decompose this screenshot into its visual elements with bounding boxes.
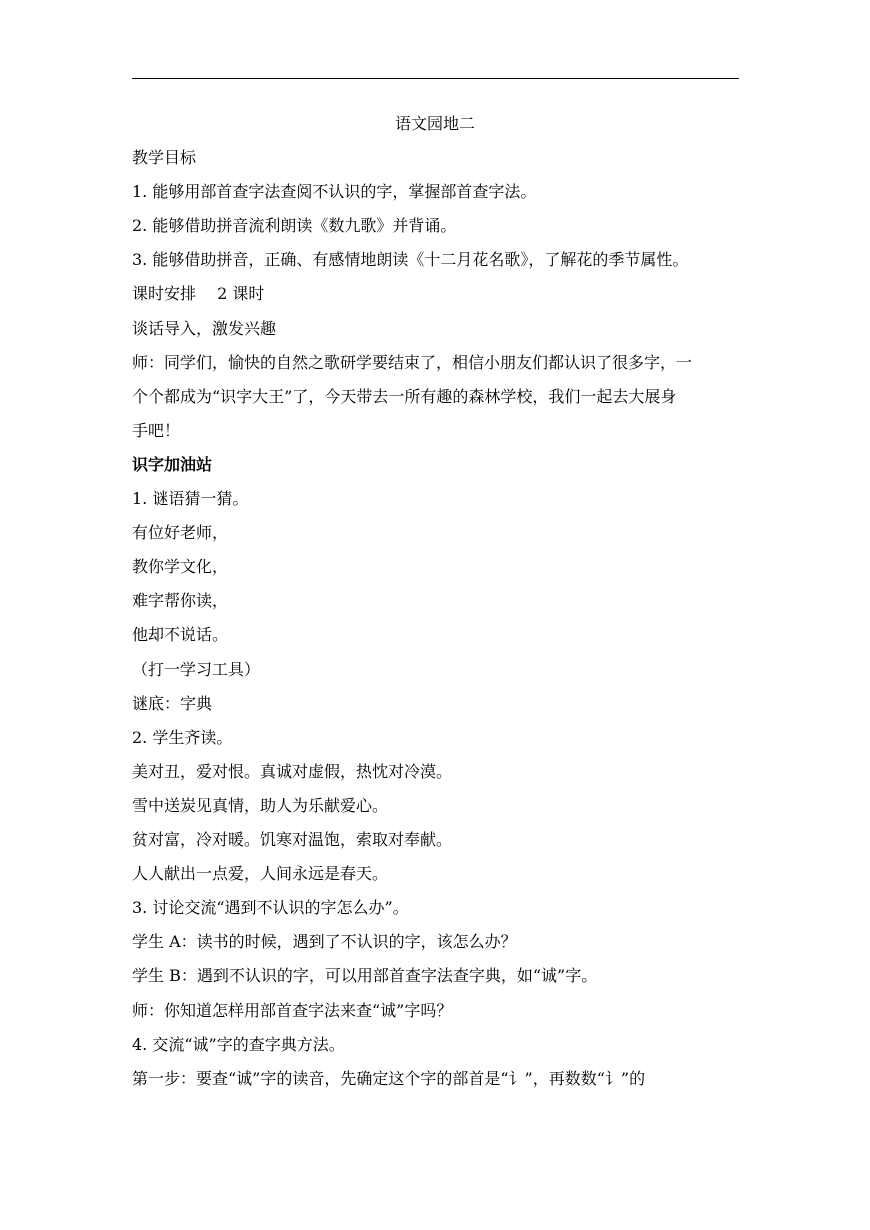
header-rule — [132, 78, 739, 79]
text-line: （打一学习工具） — [132, 659, 261, 679]
text-line: 美对丑，爱对恨。真诚对虚假，热忱对冷漠。 — [132, 761, 453, 781]
text-line: 难字帮你读， — [132, 591, 229, 611]
text-line: 学生 B：遇到不认识的字，可以用部首查字法查字典，如“诚”字。 — [132, 966, 598, 986]
text-line: 谈话导入，激发兴趣 — [132, 318, 277, 338]
text-line: 4. 交流“诚”字的查字典方法。 — [132, 1034, 345, 1054]
text-line: 雪中送炭见真情，助人为乐献爱心。 — [132, 795, 389, 815]
text-line: 1. 能够用部首查字法查阅不认识的字，掌握部首查字法。 — [132, 182, 537, 202]
text-line: 有位好老师， — [132, 523, 229, 543]
text-line: 教学目标 — [132, 148, 197, 167]
text-line: 他却不说话。 — [132, 625, 229, 645]
text-line: 手吧！ — [132, 420, 181, 440]
text-line: 2. 学生齐读。 — [132, 727, 233, 747]
document-title: 语文园地二 — [394, 114, 475, 133]
text-line: 贫对富，冷对暖。饥寒对温饱，索取对奉献。 — [132, 830, 453, 849]
text-line: 1. 谜语猜一猜。 — [132, 489, 249, 508]
text-line: 3. 讨论交流“遇到不认识的字怎么办”。 — [132, 898, 409, 918]
text-line: 3. 能够借助拼音，正确、有感情地朗读《十二月花名歌》，了解花的季节属性。 — [132, 250, 689, 270]
text-line: 教你学文化， — [132, 557, 229, 577]
text-line: 课时安排 2 课时 — [132, 284, 265, 304]
text-line: 个个都成为“识字大王”了，今天带去一所有趣的森林学校，我们一起去大展身 — [132, 386, 677, 406]
text-line: 人人献出一点爱，人间永远是春天。 — [132, 864, 389, 884]
text-line: 学生 A：读书的时候，遇到了不认识的字，该怎么办？ — [132, 932, 517, 952]
text-line: 师：同学们，愉快的自然之歌研学要结束了，相信小朋友们都认识了很多字，一 — [132, 352, 693, 372]
text-line: 2. 能够借助拼音流利朗读《数九歌》并背诵。 — [132, 216, 457, 236]
section-heading: 识字加油站 — [132, 454, 213, 474]
text-line: 谜底：字典 — [132, 693, 213, 713]
text-line: 师：你知道怎样用部首查字法来查“诚”字吗？ — [132, 1000, 453, 1020]
text-line: 第一步：要查“诚”字的读音，先确定这个字的部首是“讠”，再数数“讠”的 — [132, 1068, 646, 1088]
